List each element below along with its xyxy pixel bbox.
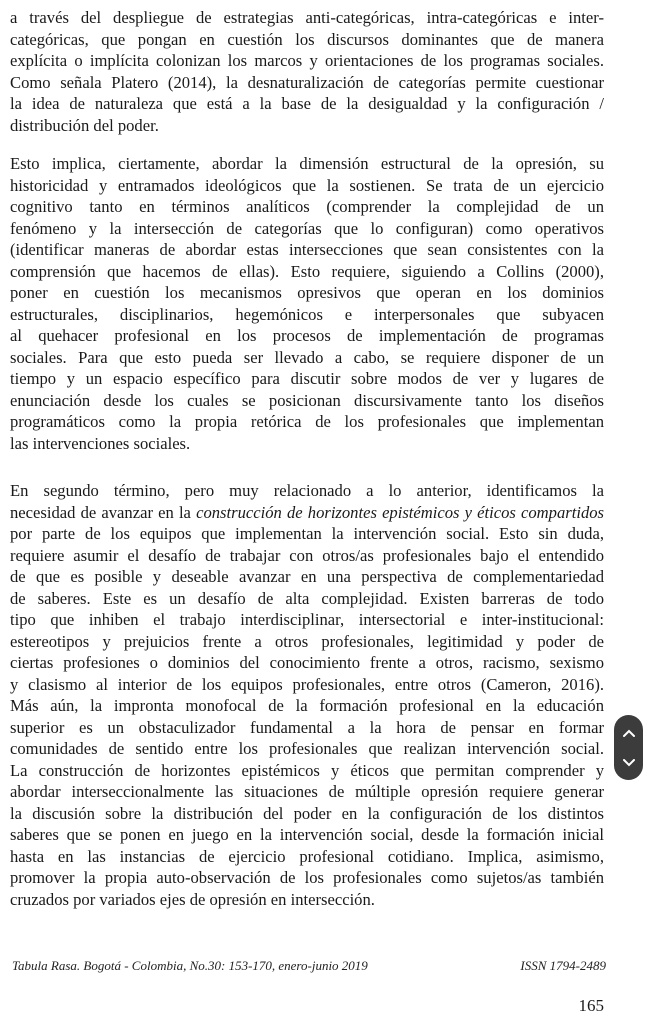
paragraph-1 <box>10 7 604 136</box>
page-number: 165 <box>578 996 604 1015</box>
text-line: de que es posible y deseable avanzar en una perspectiva de complementariedad <box>10 567 604 586</box>
text-line: cruzados por variados ejes de opresión en intersección. <box>10 889 375 909</box>
text-line: abordar interseccionalmente las situaciones de múltiple opresión requiere generar <box>10 782 604 801</box>
text-line: En segundo término, pero muy relacionado a lo anterior, identificamos la <box>10 481 604 500</box>
text-line: requiere asumir el desafío de trabajar con otros/as profesionales bajo el entendido <box>10 545 604 565</box>
text-line: explícita o implícita colonizan los marcos y orientaciones de los programas sociales. <box>10 51 604 70</box>
text-line: La construcción de horizontes epistémicos y éticos que permitan comprender y <box>10 760 604 780</box>
paragraph-3 <box>10 480 604 910</box>
text-line: la idea de naturaleza que está a la base de la desigualdad y la configuración / <box>10 94 604 113</box>
chevron-up-icon <box>623 729 635 737</box>
text-line: comunidades de sentido entre los profesionales que realizan intervención social. <box>10 739 604 758</box>
text-line: de saberes. Este es un desafío de alta complejidad. Existen barreras de todo <box>10 588 604 608</box>
text-line: distribución del poder. <box>10 115 159 135</box>
text-line: categóricas, que pongan en cuestión los discursos dominantes que de manera <box>10 29 604 49</box>
text-line: sociales. Para que esto pueda ser llevado a cabo, se requiere disponer de un <box>10 347 604 367</box>
italic-emphasis: construcción de horizontes epistémicos y éticos compartidos <box>196 502 604 522</box>
footer-issn: ISSN 1794-2489 <box>520 958 606 973</box>
text-line: fenómeno y la intersección de categorías que lo configuran) como operativos <box>10 218 604 238</box>
text-line: cognitivo tanto en términos analíticos (comprender la complejidad de un <box>10 197 604 216</box>
text-line: al quehacer profesional en los procesos de implementación de programas <box>10 326 604 345</box>
text-line: hasta en las instancias de ejercicio profesional cotidiano. Implica, asimismo, <box>10 846 604 866</box>
text-line: ciertas profesiones o dominios del conocimiento frente a otros, racismo, sexismo <box>10 653 604 672</box>
text-line: estructurales, disciplinarios, hegemónicos e interpersonales que subyacen <box>10 304 604 324</box>
text-line: historicidad y entramados ideológicos que la sostienen. Se trata de un ejercicio <box>10 175 604 195</box>
next-page-button[interactable] <box>614 748 643 778</box>
text-line: superior es un obstaculizador fundamental a la hora de pensar en formar <box>10 717 604 737</box>
text-line: Esto implica, ciertamente, abordar la dimensión estructural de la opresión, su <box>10 154 604 173</box>
footer-citation: Tabula Rasa. Bogotá - Colombia, No.30: 153-170, enero-junio 2019 <box>12 958 368 973</box>
text-line <box>10 502 604 524</box>
text-line: comprensión que hacemos de ellas). Esto requiere, siguiendo a Collins (2000), <box>10 261 604 281</box>
text-line: programáticos como la propia retórica de los profesionales que implementan <box>10 412 604 431</box>
text-line: Más aún, la impronta monofocal de la formación profesional en la educación <box>10 696 604 715</box>
text-line: (identificar maneras de abordar estas intersecciones que sean consistentes con la <box>10 240 604 259</box>
text-line: a través del despliegue de estrategias anti-categóricas, intra-categóricas e inter- <box>10 8 604 27</box>
page-footer <box>12 958 606 974</box>
text-line: enunciación desde los cuales se posicionan discursivamente tanto los diseños <box>10 390 604 410</box>
text-line: las intervenciones sociales. <box>10 433 191 453</box>
page-navigation-control <box>614 715 643 780</box>
text-line: Como señala Platero (2014), la desnaturalización de categorías permite cuestionar <box>10 72 604 92</box>
text-line: por parte de los equipos que implementan la intervención social. Esto sin duda, <box>10 524 604 543</box>
text-line: y clasismo al interior de los equipos profesionales, entre otros (Cameron, 2016). <box>10 674 604 694</box>
text-line: tipo que inhiben el trabajo interdisciplinar, intersectorial e inter-institucional: <box>10 610 604 629</box>
text-line: poner en cuestión los mecanismos opresivos que operan en los dominios <box>10 283 604 302</box>
chevron-down-icon <box>623 759 635 767</box>
text-line: saberes que se ponen en juego en la intervención social, desde la formación inicial <box>10 825 604 844</box>
text-segment: necesidad de avanzar en la <box>10 502 197 522</box>
text-line: promover la propia auto-observación de los profesionales como sujetos/as también <box>10 868 604 887</box>
previous-page-button[interactable] <box>614 718 643 748</box>
text-line: estereotipos y prejuicios frente a otros profesionales, legitimidad y poder de <box>10 631 604 651</box>
paragraph-2 <box>10 153 604 454</box>
text-line: tiempo y un espacio específico para discutir sobre modos de ver y lugares de <box>10 369 604 388</box>
text-line: la discusión sobre la distribución del poder en la configuración de los distintos <box>10 803 604 823</box>
